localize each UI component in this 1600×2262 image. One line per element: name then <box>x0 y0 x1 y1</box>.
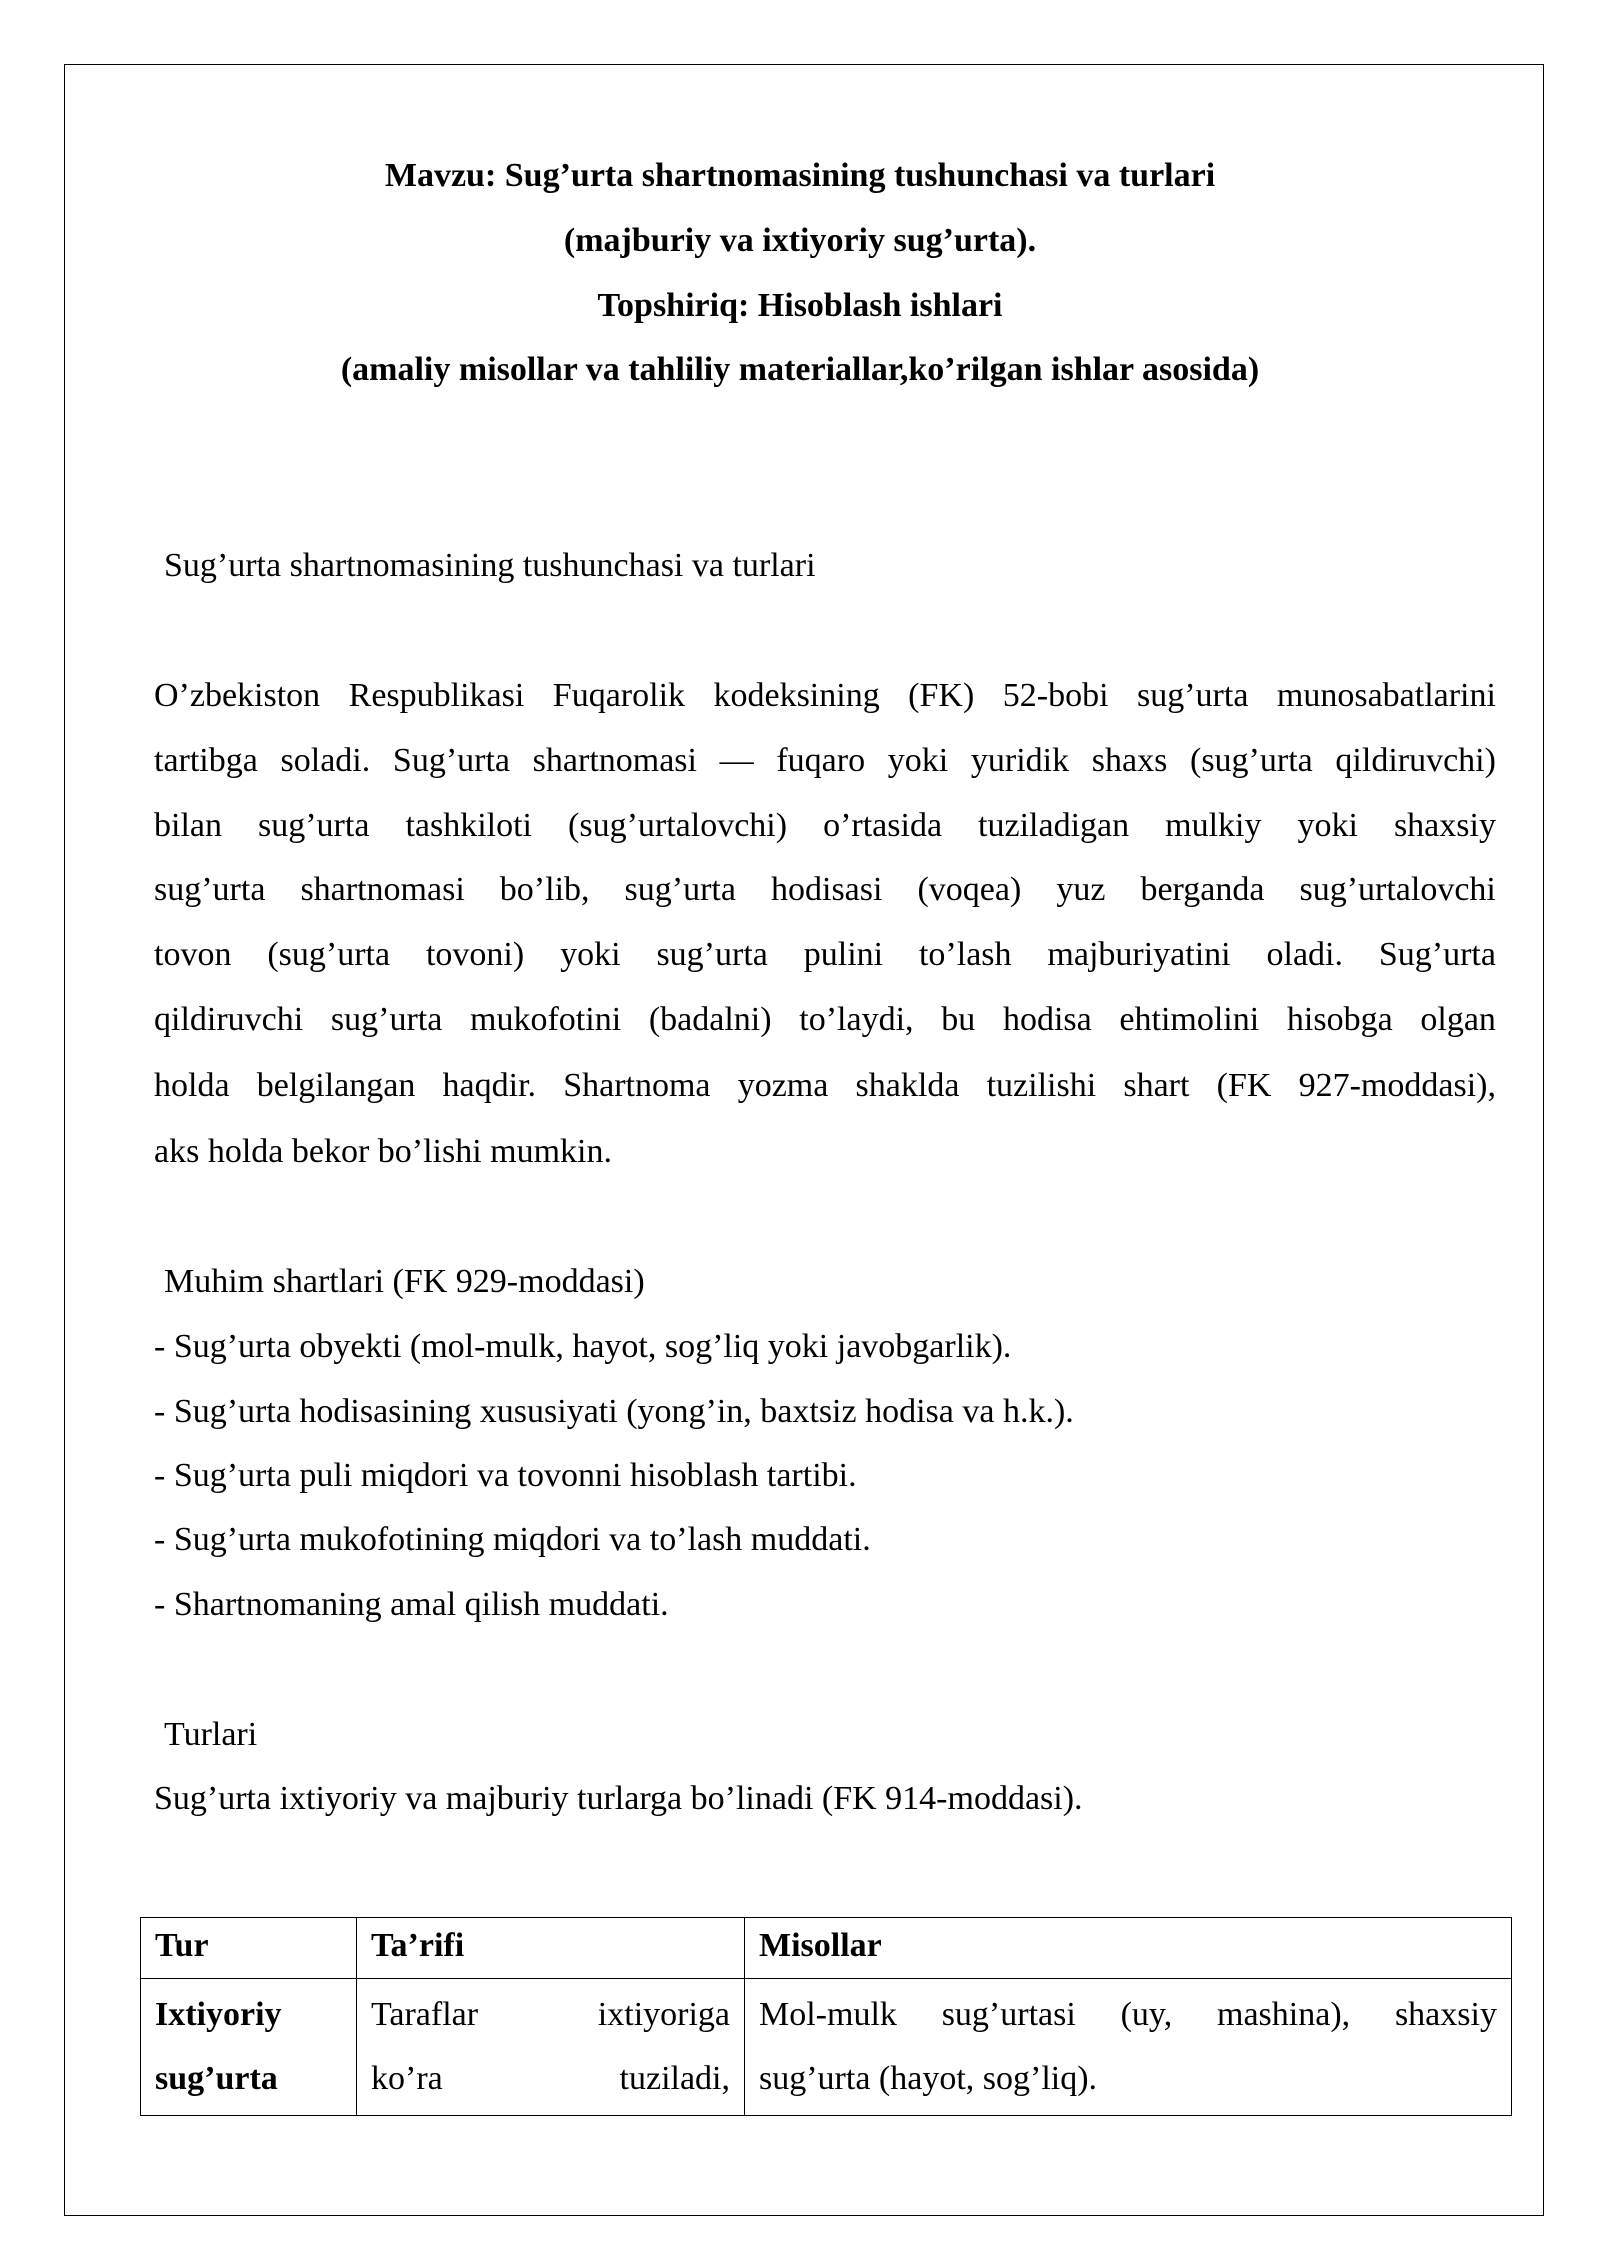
word: mukofotini <box>470 1001 622 1038</box>
word: oladi. <box>1266 936 1343 973</box>
type-cell <box>141 1979 357 2116</box>
word: Shartnoma <box>563 1067 711 1104</box>
word: Mol-mulk <box>759 1996 897 2033</box>
examples-text: sug’urta (hayot, sog’liq). <box>759 2060 1098 2097</box>
word: qildiruvchi <box>154 1001 304 1038</box>
task-title: Topshiriq: Hisoblash ishlari <box>597 287 1003 324</box>
word: tuzilishi <box>986 1067 1097 1104</box>
word: 927-moddasi), <box>1298 1067 1496 1104</box>
word: sug’urtalovchi <box>1299 871 1496 908</box>
word: belgilangan <box>256 1067 416 1104</box>
paragraph-line <box>154 870 1496 910</box>
word: to’laydi, <box>799 1001 914 1038</box>
word: sug’urta <box>258 807 370 844</box>
word: ko’ra <box>371 2060 443 2097</box>
word: ehtimolini <box>1119 1001 1260 1038</box>
word: yuz <box>1056 871 1106 908</box>
word: Respublikasi <box>348 677 525 714</box>
word: shartnomasi <box>532 742 697 779</box>
word: tuziladi, <box>619 2060 730 2097</box>
word: (uy, <box>1120 1996 1173 2033</box>
condition-item: - Sug’urta obyekti (mol-mulk, hayot, sog’liq yoki javobgarlik). <box>154 1328 1012 1365</box>
definition-line <box>371 1983 730 2047</box>
word: (sug’urta <box>1190 742 1313 779</box>
word: munosabatlarini <box>1276 677 1496 714</box>
table-row <box>141 1979 1512 2116</box>
word: tovoni) <box>425 936 525 973</box>
condition-item: - Shartnomaning amal qilish muddati. <box>154 1586 669 1623</box>
examples-line-last <box>759 2047 1497 2111</box>
word: haqdir. <box>442 1067 537 1104</box>
word: shaxsiy <box>1394 1996 1497 2033</box>
word: (FK <box>1216 1067 1272 1104</box>
word: shaxs <box>1091 742 1168 779</box>
table-header-cell: Tur <box>141 1918 357 1979</box>
paragraph-line <box>154 935 1496 975</box>
word: (badalni) <box>648 1001 772 1038</box>
paragraph-line <box>154 676 1496 716</box>
word: o’rtasida <box>823 807 943 844</box>
definition-line <box>371 2047 730 2111</box>
conditions-heading: Muhim shartlari (FK 929-moddasi) <box>164 1263 645 1300</box>
word: tuziladigan <box>978 807 1130 844</box>
word: Taraflar <box>371 1996 479 2033</box>
word: sug’urta <box>624 871 736 908</box>
word: bo’lib, <box>499 871 590 908</box>
word: (FK) <box>908 677 975 714</box>
condition-item: - Sug’urta mukofotining miqdori va to’lash muddati. <box>154 1521 871 1558</box>
word: berganda <box>1140 871 1265 908</box>
word: hodisa <box>1002 1001 1092 1038</box>
table-header-row <box>141 1918 1512 1979</box>
word: fuqaro <box>776 742 866 779</box>
word: soladi. <box>280 742 371 779</box>
type-name-line: Ixtiyoriy <box>155 1996 282 2033</box>
definition-cell <box>357 1979 745 2116</box>
word: holda <box>154 1067 230 1104</box>
word: tashkiloti <box>405 807 532 844</box>
task-subtitle: (amaliy misollar va tahliliy materiallar,ko’rilgan ishlar asosida) <box>340 351 1260 388</box>
examples-cell <box>745 1979 1512 2116</box>
word: to’lash <box>918 936 1012 973</box>
word: Sug’urta <box>1378 936 1496 973</box>
word: hodisasi <box>771 871 883 908</box>
word: O’zbekiston <box>154 677 321 714</box>
paragraph-line <box>154 741 1496 781</box>
word: bu <box>941 1001 976 1038</box>
types-intro: Sug’urta ixtiyoriy va majburiy turlarga bo’linadi (FK 914-moddasi). <box>154 1780 1083 1817</box>
concept-paragraph-last-line: aks holda bekor bo’lishi mumkin. <box>154 1133 613 1170</box>
condition-item: - Sug’urta puli miqdori va tovonni hisoblash tartibi. <box>154 1457 857 1494</box>
word: (sug’urtalovchi) <box>568 807 788 844</box>
paragraph-line <box>154 806 1496 846</box>
paragraph-line <box>154 1000 1496 1040</box>
paragraph-line <box>154 1066 1496 1106</box>
word: sug’urta <box>330 1001 443 1038</box>
table-header-cell: Misollar <box>745 1918 1512 1979</box>
word: yozma <box>737 1067 829 1104</box>
word: shaklda <box>855 1067 960 1104</box>
word: mulkiy <box>1165 807 1262 844</box>
word: shartnomasi <box>300 871 465 908</box>
word: ixtiyoriga <box>597 1996 730 2033</box>
examples-line <box>759 1983 1497 2047</box>
word: Fuqarolik <box>552 677 686 714</box>
word: yoki <box>1297 807 1358 844</box>
concept-heading: Sug’urta shartnomasining tushunchasi va turlari <box>164 547 816 584</box>
condition-item: - Sug’urta hodisasining xususiyati (yong’in, baxtsiz hodisa va h.k.). <box>154 1393 1074 1430</box>
word: Sug’urta <box>392 742 510 779</box>
word: yuridik <box>970 742 1070 779</box>
word: 52-bobi <box>1002 677 1109 714</box>
word: sug’urta <box>1137 677 1249 714</box>
word: sug’urtasi <box>941 1996 1076 2033</box>
word: qildiruvchi) <box>1335 742 1496 779</box>
word: (voqea) <box>917 871 1022 908</box>
word: tartibga <box>154 742 258 779</box>
word: yoki <box>560 936 621 973</box>
word: kodeksining <box>713 677 880 714</box>
word: hisobga <box>1286 1001 1393 1038</box>
word: majburiyatini <box>1047 936 1231 973</box>
table-header-cell: Ta’rifi <box>357 1918 745 1979</box>
word: mashina), <box>1217 1996 1351 2033</box>
word: pulini <box>803 936 884 973</box>
type-name-line: sug’urta <box>155 2060 278 2097</box>
insurance-types-table <box>140 1917 1512 2116</box>
word: shaxsiy <box>1393 807 1496 844</box>
word: sug’urta <box>656 936 768 973</box>
word: tovon <box>154 936 232 973</box>
topic-subtitle: (majburiy va ixtiyoriy sug’urta). <box>563 222 1037 259</box>
word: olgan <box>1420 1001 1496 1038</box>
topic-title: Mavzu: Sug’urta shartnomasining tushunchasi va turlari <box>384 157 1216 194</box>
word: sug’urta <box>154 871 266 908</box>
word: (sug’urta <box>267 936 391 973</box>
word: — <box>719 742 754 779</box>
types-heading: Turlari <box>164 1716 258 1753</box>
word: shart <box>1123 1067 1190 1104</box>
word: yoki <box>887 742 949 779</box>
word: bilan <box>154 807 222 844</box>
